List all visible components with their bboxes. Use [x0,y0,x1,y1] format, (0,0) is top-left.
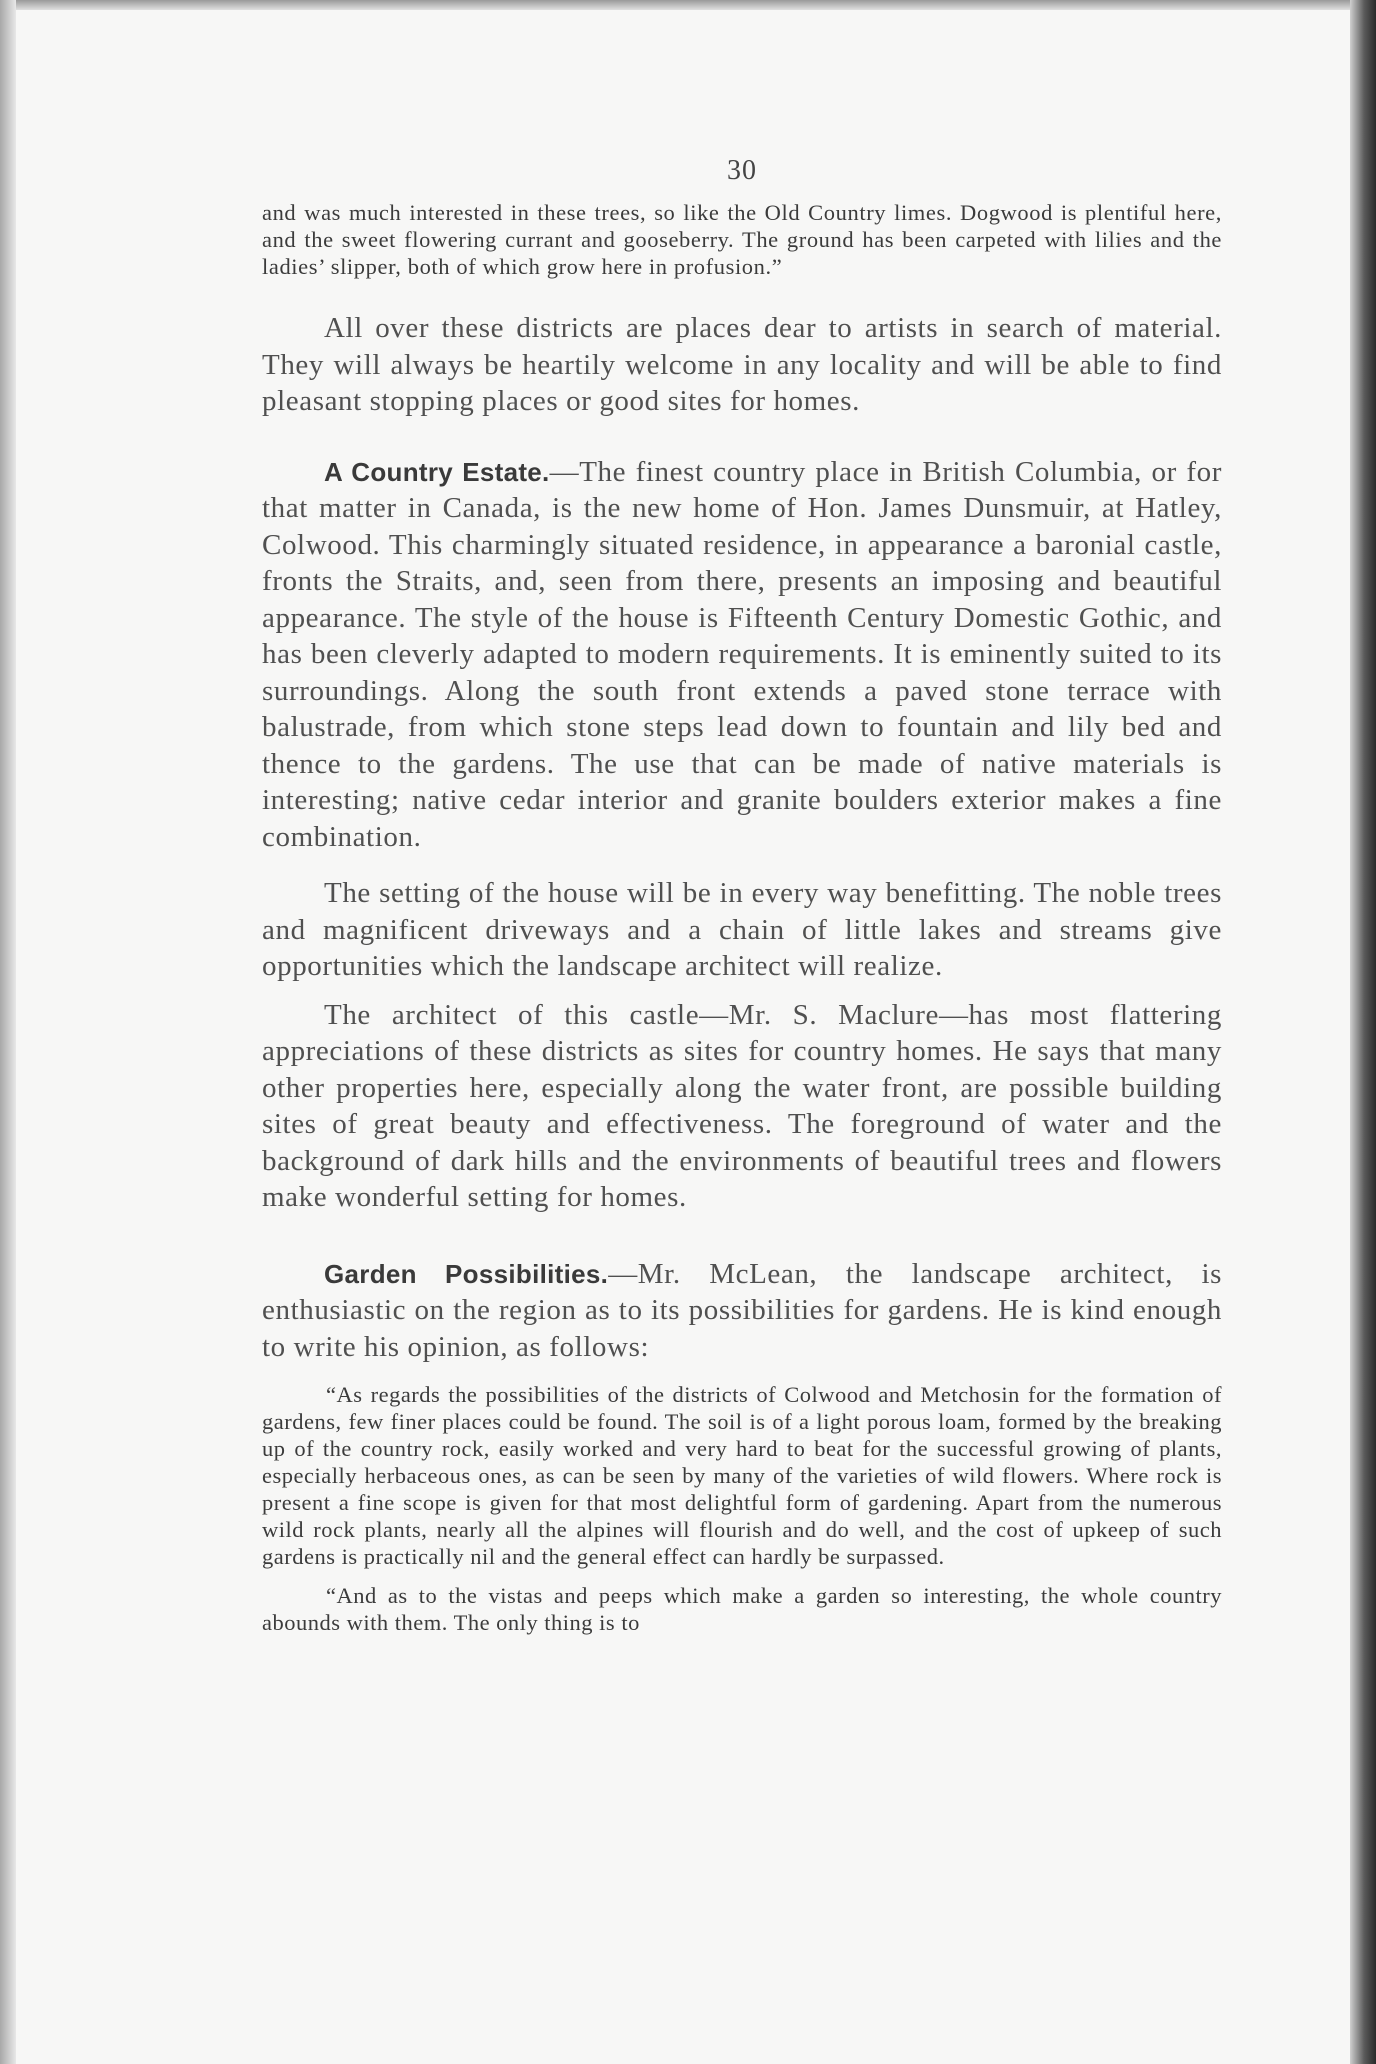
heading-country-estate: A Country Estate. [324,456,550,487]
paragraph-country-estate [262,454,1222,856]
paragraph-continued-quote: and was much interested in these trees, so like the Old Country limes. Dogwood is plentiful here, and the sweet flowering currant and gooseberry. The ground has been carpeted with lilies and the ladies’ slipper, both of which grow here in profusion.” [262,200,1222,279]
paragraph-garden-possibilities [262,1256,1222,1366]
quote-colwood-metchosin: “As regards the possibilities of the districts of Colwood and Metchosin for the formation of gardens, few finer places could be found. The soil is of a light porous loam, formed by the breaking up of the country rock, easily worked and very hard to beat for the successful growing of plants, especially herbaceous ones, as can be seen by many of the varieties of wild flowers. Where rock is present a fine scope is given for that most delightful form of gardening. Apart from the numerous wild rock plants, nearly all the alpines will flourish and do well, and the cost of upkeep of such gardens is practically nil and the general effect can hardly be surpassed. [262,1382,1222,1569]
page-number: 30 [727,155,757,186]
scan-edge-left [0,0,16,2064]
paragraph-country-estate-text: —The finest country place in British Columbia, or for that matter in Canada, is the new home of Hon. James Dunsmuir, at Hatley, Colwood. This charmingly situated residence, in appearance a baronial castle, fronts the Straits, and, seen from there, presents an imposing and beautiful appearance. The style of the house is Fifteenth Century Domestic Gothic, and has been cleverly adapted to modern requirements. It is eminently suited to its surroundings. Along the south front extends a paved stone terrace with balustrade, from which stone steps lead down to fountain and lily bed and thence to the gardens. The use that can be made of native materials is interesting; native cedar interior and granite boulders exterior makes a fine combination. [262,455,1222,853]
paragraph-garden-possibilities-text: —Mr. McLean, the landscape architect, is enthusiastic on the region as to its possibilities for gardens. He is kind enough to write his opinion, as follows: [262,1257,1222,1363]
scan-edge-top [0,0,1376,10]
book-binding-edge [1350,0,1376,2064]
paragraph-setting: The setting of the house will be in every way benefitting. The noble trees and magnificent driveways and a chain of little lakes and streams give opportunities which the landscape architect will realize. [262,877,1222,982]
heading-garden-possibilities: Garden Possibilities. [324,1258,609,1289]
paragraph-architect: The architect of this castle—Mr. S. Maclure—has most flattering appreciations of these districts as sites for country homes. He says that many other properties here, especially along the water front, are possible building sites of great beauty and effectiveness. The foreground of water and the background of dark hills and the environments of beautiful trees and flowers make wonderful setting for homes. [262,998,1222,1213]
quote-vistas: “And as to the vistas and peeps which make a garden so interesting, the whole country abounds with them. The only thing is to [262,1583,1222,1635]
paragraph-artists: All over these districts are places dear to artists in search of material. They will always be heartily welcome in any locality and will be able to find pleasant stopping places or good sites for homes. [262,312,1222,417]
page-content [262,155,1222,1636]
